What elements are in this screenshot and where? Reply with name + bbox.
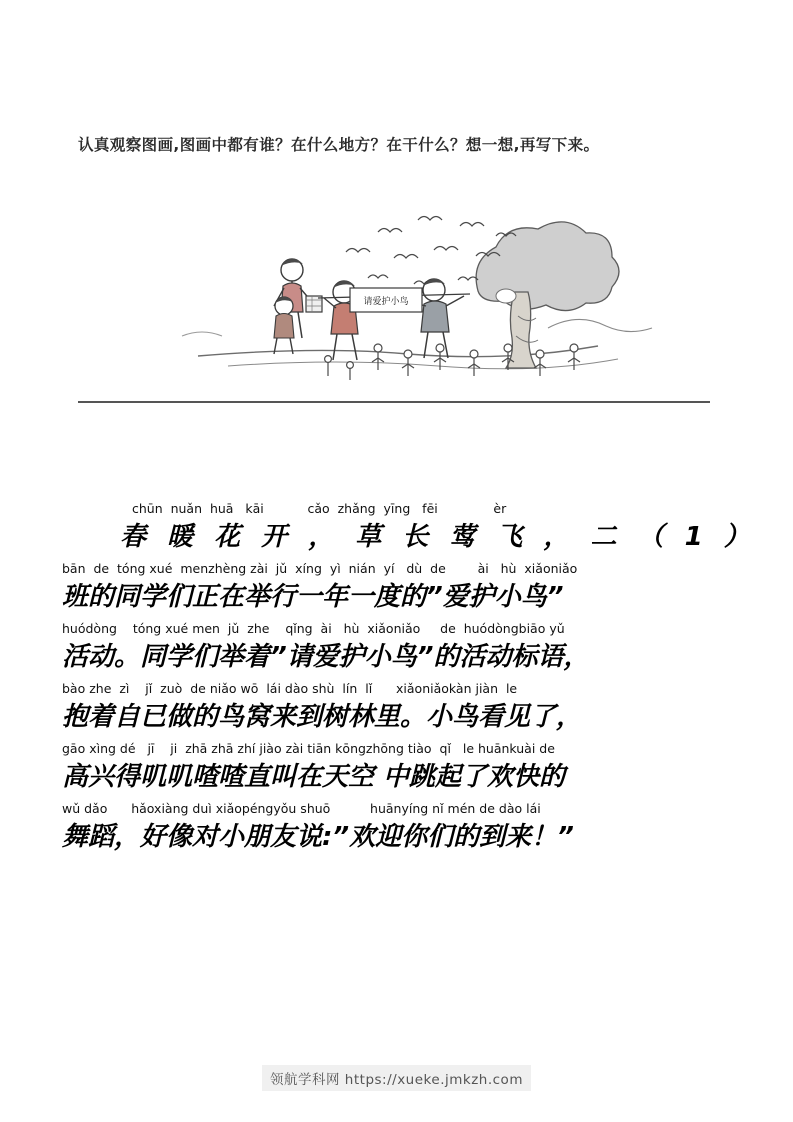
composition-line (62, 740, 734, 796)
hanzi-row: 抱着自已做的鸟窝来到树林里。小鸟看见了， (62, 702, 583, 732)
scene-drawing (78, 196, 710, 399)
composition-line (62, 500, 756, 556)
pinyin-row: chūn nuǎn huā kāi cǎo zhǎng yīng fēi èr (132, 501, 507, 516)
composition-text-block (62, 500, 756, 860)
composition-line (62, 800, 734, 856)
illustration-figure (78, 196, 710, 403)
instruction-block (78, 132, 713, 159)
footer (0, 1065, 793, 1091)
composition-line (62, 680, 734, 736)
composition-line (62, 620, 734, 676)
banner-text: 请爱护小鸟 (363, 297, 409, 307)
composition-line (62, 560, 734, 616)
hanzi-row: 高兴得叽叽喳喳直叫在天空 中跳起了欢快的 (62, 762, 566, 792)
watermark-text: 领航学科网 https://xueke.jmkzh.com (262, 1065, 531, 1091)
pinyin-row: huódòng tóng xué men jǔ zhe qǐng ài hù xiǎoniǎo de huódòngbiāo yǔ (62, 621, 565, 636)
pinyin-row: bān de tóng xué menzhèng zài jǔ xíng yì nián yí dù de ài hù xiǎoniǎo (62, 561, 578, 576)
pinyin-row: wǔ dǎo hǎoxiàng duì xiǎopéngyǒu shuō huānyíng nǐ mén de dào lái (62, 801, 541, 816)
pinyin-row: bào zhe zì jǐ zuò de niǎo wō lái dào shù lín lǐ xiǎoniǎokàn jiàn le (62, 681, 518, 696)
pinyin-row: gāo xìng dé jī ji zhā zhā zhí jiào zài tiān kōngzhōng tiào qǐ le huānkuài de (62, 741, 555, 756)
hanzi-row: 班的同学们正在举行一年一度的”爱护小鸟” (62, 582, 564, 612)
hanzi-row: 春 暖 花 开 ， 草 长 莺 飞 ， 二 （ 1 ） (120, 522, 756, 552)
illustration-canvas (78, 196, 710, 401)
instruction-text: 认真观察图画,图画中都有谁？在什么地方？在干什么？想一想,再写下来。 (78, 136, 600, 154)
hanzi-row: 舞蹈，好像对小朋友说:”欢迎你们的到来！” (62, 822, 574, 852)
hanzi-row: 活动。同学们举着”请爱护小鸟”的活动标语， (62, 642, 590, 672)
